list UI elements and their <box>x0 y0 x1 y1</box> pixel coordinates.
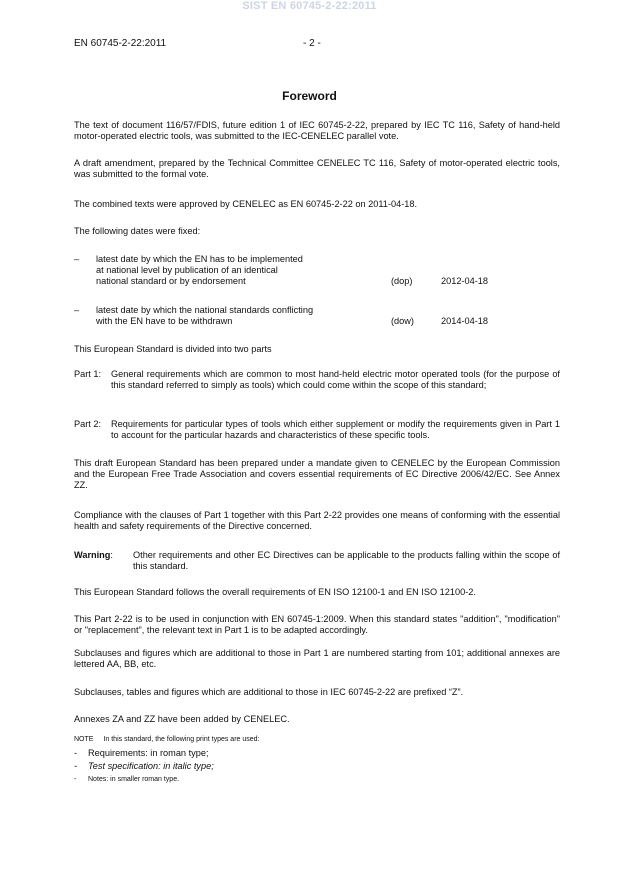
note-item-requirements <box>74 748 209 758</box>
warning-label-text: Warning <box>74 550 111 560</box>
date-item-line: at national level by publication of an identical <box>96 265 278 275</box>
dash-marker: – <box>74 305 80 315</box>
paragraph-mandate: This draft European Standard has been prepared under a mandate given to CENELEC by the European Commission and the European Free Trade Association and covers essential requirements of EC Directive 2006/42/EC. See Annex ZZ. <box>74 458 560 490</box>
date-item-line: latest date by which the national standards conflicting <box>96 305 314 315</box>
paragraph-compliance: Compliance with the clauses of Part 1 together with this Part 2-22 provides one means of conforming with the essential health and safety requirements of the Directive concerned. <box>74 510 560 531</box>
paragraph-subclauses: Subclauses and figures which are additional to those in Part 1 are numbered starting from 101; additional annexes are lettered AA, BB, etc. <box>74 648 560 669</box>
date-value: 2012-04-18 <box>441 276 488 286</box>
warning-colon: : <box>110 550 113 560</box>
note-item-test-spec <box>74 761 214 771</box>
note-line <box>74 736 260 743</box>
bullet-marker: - <box>74 748 78 758</box>
paragraph-approval: The combined texts were approved by CENELEC as EN 60745-2-22 on 2011-04-18. <box>74 199 418 209</box>
note-text: In this standard, the following print types are used: <box>103 736 260 743</box>
date-item-line: latest date by which the EN has to be implemented <box>96 254 303 264</box>
date-value: 2014-04-18 <box>441 316 488 326</box>
paragraph-parts-intro: This European Standard is divided into two parts <box>74 344 272 354</box>
paragraph-prefix-z: Subclauses, tables and figures which are additional to those in IEC 60745-2-22 are prefixed “Z”. <box>74 687 464 697</box>
watermark: SIST EN 60745-2-22:2011 <box>242 0 377 12</box>
note-item-text: Test specification: in italic type; <box>88 761 214 771</box>
note-item-notes <box>74 776 179 783</box>
paragraph-iso: This European Standard follows the overall requirements of EN ISO 12100-1 and EN ISO 12100-2. <box>74 587 476 597</box>
paragraph-draft-amendment: A draft amendment, prepared by the Technical Committee CENELEC TC 116, Safety of motor-operated electric tools, was submitted to the formal vote. <box>74 158 560 179</box>
paragraph-annexes: Annexes ZA and ZZ have been added by CENELEC. <box>74 714 290 724</box>
warning-text: Other requirements and other EC Directives can be applicable to the products falling within the scope of this standard. <box>133 550 560 571</box>
date-code: (dow) <box>391 316 414 326</box>
dash-marker: – <box>74 254 80 264</box>
header-doc-id: EN 60745-2-22:2011 <box>74 38 167 49</box>
page-title: Foreword <box>282 89 337 103</box>
part-text: Requirements for particular types of tools which either supplement or modify the requirements given in Part 1 to account for the particular hazards and characteristics of these specific tools. <box>111 419 560 440</box>
note-item-text: Notes: in smaller roman type. <box>88 776 180 783</box>
part-label: Part 2: <box>74 419 102 429</box>
bullet-marker: - <box>74 761 78 771</box>
date-code: (dop) <box>391 276 413 286</box>
paragraph-dates-intro: The following dates were fixed: <box>74 226 201 236</box>
note-label: NOTE <box>74 736 94 743</box>
bullet-marker: - <box>74 776 77 783</box>
warning-label <box>74 550 113 560</box>
date-item-text <box>96 254 356 287</box>
paragraph-conjunction: This Part 2-22 is to be used in conjunction with EN 60745-1:2009. When this standard states "addition", "modification" or "replacement", the relevant text in Part 1 is to be adapted accordingly. <box>74 614 560 635</box>
header-page-number: - 2 - <box>303 38 321 49</box>
date-item-line: national standard or by endorsement <box>96 276 246 286</box>
paragraph-ifdis: The text of document 116/57/FDIS, future edition 1 of IEC 60745-2-22, prepared by IEC TC 116, Safety of hand-held motor-operated electric tools, was submitted to the IEC-CENELEC parallel vote. <box>74 120 560 141</box>
part-text: General requirements which are common to most hand-held electric motor operated tools (for the purpose of this standard referred to simply as tools) which could come within the scope of this standard; <box>111 369 560 390</box>
part-label: Part 1: <box>74 369 102 379</box>
date-item-text <box>96 305 356 327</box>
note-item-text: Requirements: in roman type; <box>88 748 209 758</box>
date-item-line: with the EN have to be withdrawn <box>96 316 233 326</box>
